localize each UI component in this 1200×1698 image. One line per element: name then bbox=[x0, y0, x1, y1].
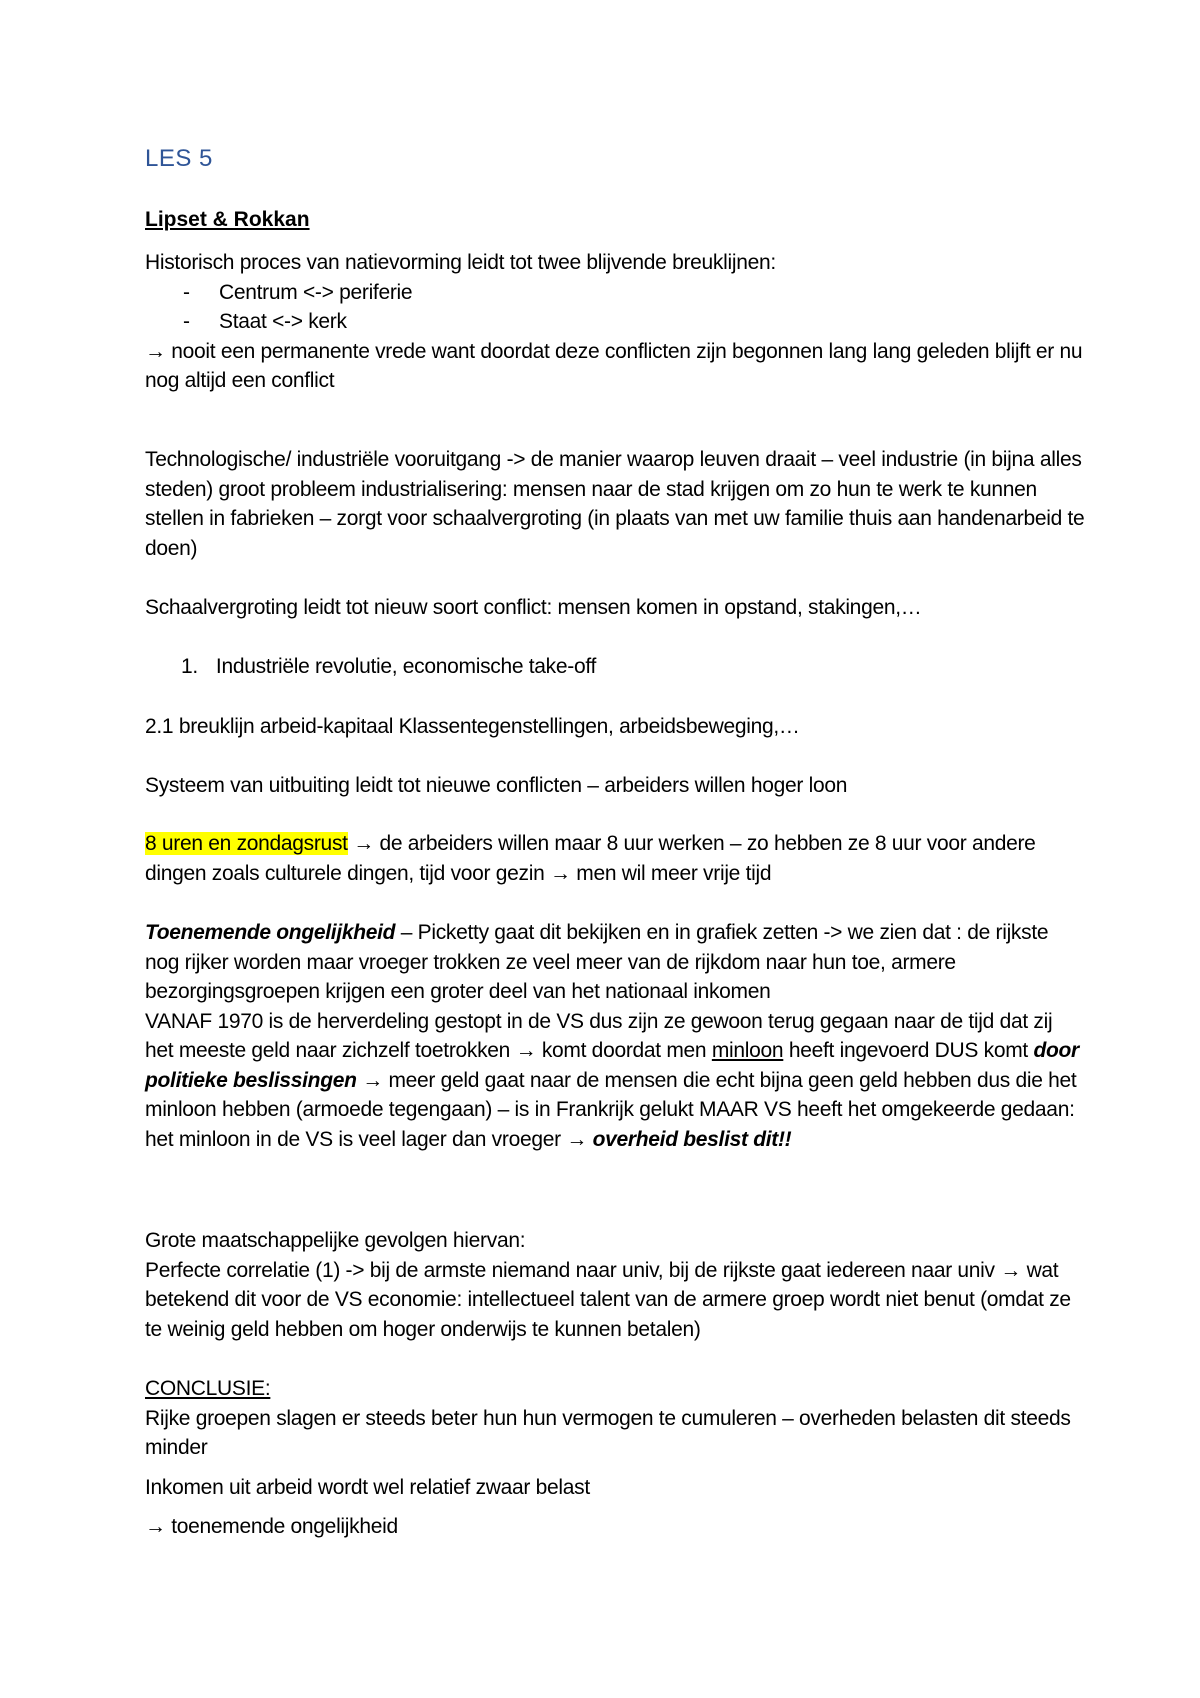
paragraph: Grote maatschappelijke gevolgen hiervan: Perfecte correlatie (1) -> bij de armste niemand naar univ, bij de rijkste gaat iedereen naar univ → wat betekend dit voor de VS economie: intellectueel talent van de armere groep wordt niet benut (omdat ze te weinig geld hebben om hoger onderwijs te kunnen betalen) bbox=[145, 1229, 1071, 1341]
intro-text: Historisch proces van natievorming leidt tot twee blijvende breuklijnen: bbox=[145, 251, 776, 274]
arrow-icon: → bbox=[353, 832, 374, 855]
list-item: - Centrum <-> periferie bbox=[183, 280, 413, 304]
paragraph: → nooit een permanente vrede want doordat deze conflicten zijn begonnen lang lang geleden blijft er nu nog altijd een conflict bbox=[145, 339, 1083, 392]
numbered-item: 1. Industriële revolutie, economische take-off bbox=[181, 655, 597, 678]
arrow-icon: → bbox=[550, 861, 571, 885]
arrow-icon: → bbox=[362, 1068, 383, 1092]
paragraph: Technologische/ industriële vooruitgang -> de manier waarop leuven draait – veel industrie (in bijna alles steden) groot probleem industrialisering: mensen naar de stad krijgen om zo hun te werk te kunnen stellen in fabrieken – zorgt voor schaalvergroting (in plaats van met uw familie thuis aan handenarbeid te doen) bbox=[145, 448, 1085, 560]
paragraph: Schaalvergroting leidt tot nieuw soort conflict: mensen komen in opstand, stakingen,… bbox=[145, 596, 922, 619]
page-title: LES 5 bbox=[145, 145, 213, 172]
arrow-icon: → bbox=[515, 1039, 537, 1062]
highlighted-text: 8 uren en zondagsrust bbox=[145, 832, 348, 855]
paragraph: 2.1 breuklijn arbeid-kapitaal Klassentegenstellingen, arbeidsbeweging,… bbox=[145, 715, 800, 738]
emphasis-text: door politieke beslissingen bbox=[145, 1039, 1079, 1092]
arrow-icon: → bbox=[1000, 1258, 1022, 1282]
conclusion-block: CONCLUSIE: Rijke groepen slagen er steeds beter hun hun vermogen te cumuleren – overheden belasten dit steeds minder Inkomen uit arbeid wordt wel relatief zwaar belast → toenemende ongelijkheid bbox=[145, 1374, 1085, 1542]
arrow-icon: → bbox=[145, 339, 166, 363]
arrow-icon: → bbox=[566, 1127, 588, 1151]
emphasis-text: overheid beslist dit!! bbox=[592, 1127, 792, 1151]
section-heading: Lipset & Rokkan bbox=[145, 208, 310, 231]
conclusion-label: CONCLUSIE: bbox=[145, 1377, 271, 1400]
intro-block bbox=[145, 248, 1085, 396]
paragraph: Systeem van uitbuiting leidt tot nieuwe conflicten – arbeiders willen hoger loon bbox=[145, 774, 848, 797]
paragraph: Toenemende ongelijkheid – Picketty gaat dit bekijken en in grafiek zetten -> we zien dat : de rijkste nog rijker worden maar vroeger trokken ze veel meer van de rijkdom naar hun toe, armere bezorgingsgroepen krijgen een groter deel van het nationaal inkomen VANAF 1970 is de herverdeling gestopt in de VS dus zijn ze gewoon terug gegaan naar de tijd dat zij het meeste geld naar zichzelf toetrokken → komt doordat men minloon heeft ingevoerd DUS komt door politieke beslissingen → meer geld gaat naar de mensen die echt bijna geen geld hebben dus die het minloon hebben (armoede tegengaan) – is in Frankrijk gelukt MAAR VS heeft het omgekeerde gedaan: het minloon in de VS is veel lager dan vroeger → overheid beslist dit!! bbox=[145, 921, 1079, 1151]
emphasis-text: Toenemende ongelijkheid bbox=[145, 921, 396, 944]
arrow-icon: → bbox=[145, 1515, 166, 1538]
list-item: - Staat <-> kerk bbox=[183, 310, 347, 333]
underlined-text: minloon bbox=[711, 1039, 784, 1062]
paragraph: 8 uren en zondagsrust → de arbeiders willen maar 8 uur werken – zo hebben ze 8 uur voor andere dingen zoals culturele dingen, tijd voor gezin → men wil meer vrije tijd bbox=[145, 832, 1036, 885]
